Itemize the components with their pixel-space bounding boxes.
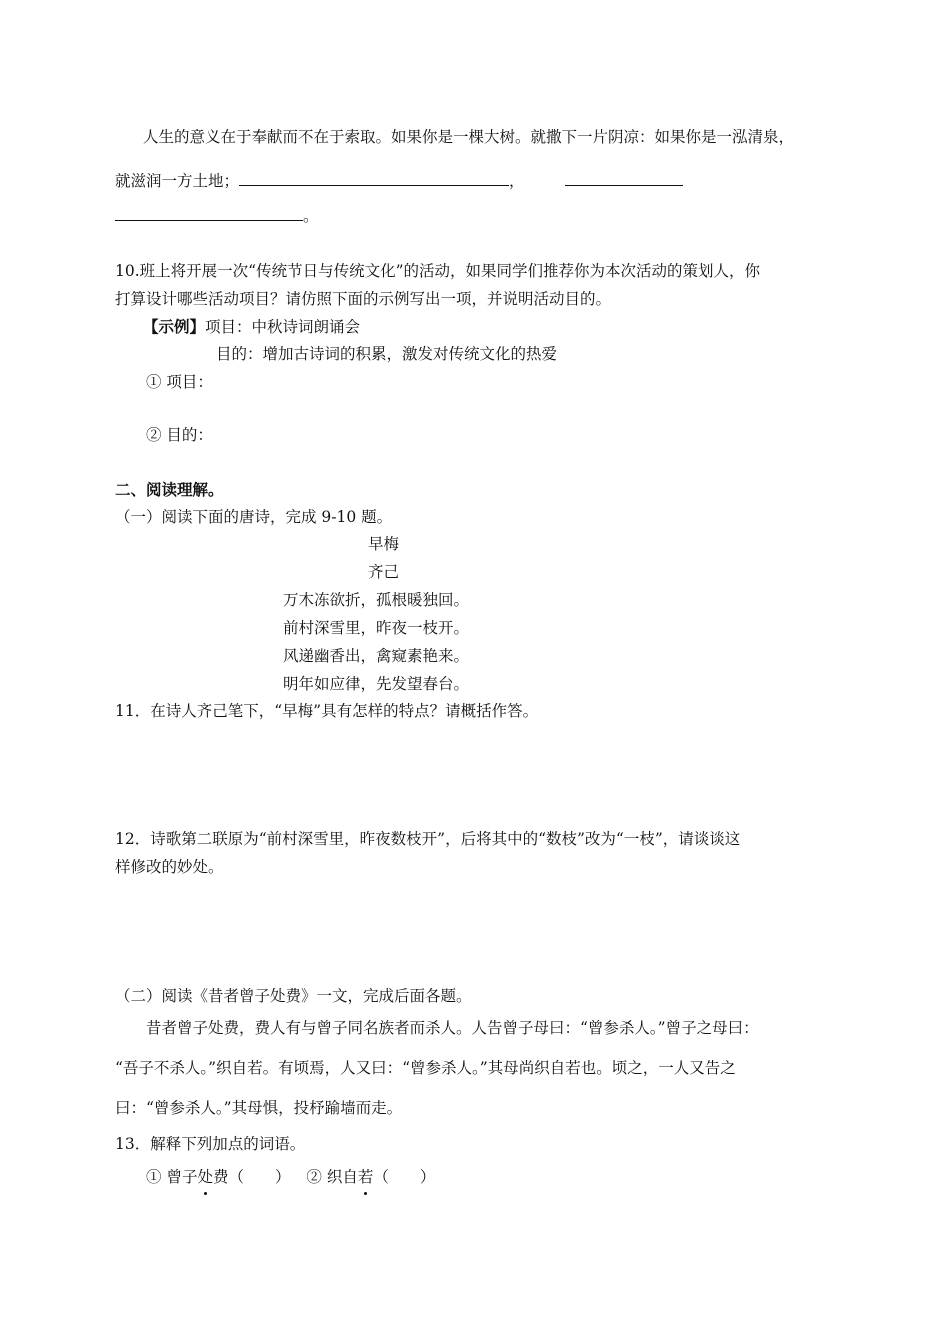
q10-item-project: ① 项目：	[146, 373, 213, 391]
item-b-number: ②	[306, 1168, 322, 1186]
item-a-post: 费（ ）	[212, 1168, 291, 1186]
q9-period: 。	[303, 207, 319, 225]
q9-line2-prefix: 就滋润一方土地；	[115, 172, 240, 190]
item-a-dotted-word: 处	[197, 1168, 213, 1186]
q10-example-project	[143, 316, 360, 338]
item-b-post: （ ）	[373, 1168, 436, 1186]
passage-line: 曰：“曾参杀人。”其母惧，投杼踰墙而走。	[115, 1099, 403, 1117]
answer-blank-1[interactable]	[239, 171, 509, 186]
q9-comma: ，	[509, 172, 525, 190]
example-project-text: 项目：中秋诗词朗诵会	[205, 318, 361, 336]
answer-blank-2[interactable]	[565, 171, 683, 186]
passage-line: “吾子不杀人。”织自若。有顷焉，人又曰：“曾参杀人。”其母尚织自若也。顷之，一人又告之	[115, 1059, 736, 1077]
section-heading: 二、阅读理解。	[115, 480, 224, 499]
question-12-line2: 样修改的妙处。	[115, 858, 224, 876]
question-13: 13．解释下列加点的词语。	[115, 1135, 306, 1153]
q10-item-purpose: ② 目的：	[146, 426, 213, 444]
poem-line: 前村深雪里，昨夜一枝开。	[283, 619, 470, 637]
item-b-pre: 织自	[326, 1168, 358, 1186]
question-13-items	[146, 1166, 435, 1188]
poem-line: 万木冻欲折，孤根暖独回。	[283, 591, 470, 609]
question-12-line1: 12．诗歌第二联原为“前村深雪里，昨夜数枝开”，后将其中的“数枝”改为“一枝”，请谈谈这	[115, 830, 741, 848]
poem-title: 早梅	[368, 535, 400, 553]
question-11: 11．在诗人齐己笔下，“早梅”具有怎样的特点？请概括作答。	[115, 702, 539, 720]
passage-line: 昔者曾子处费，费人有与曾子同名族者而杀人。人告曾子母曰：“曾参杀人。”曾子之母曰：	[146, 1019, 759, 1037]
q9-line2	[115, 170, 683, 192]
item-a-number: ①	[146, 1168, 162, 1186]
answer-blank-3[interactable]	[115, 206, 303, 221]
poem-line: 风递幽香出，禽窥素艳来。	[283, 647, 470, 665]
item-a-pre: 曾子	[166, 1168, 198, 1186]
q10-line2: 打算设计哪些活动项目？请仿照下面的示例写出一项，并说明活动目的。	[115, 290, 612, 308]
item-b-dotted-word: 若	[357, 1168, 374, 1186]
q9-line3	[115, 205, 319, 227]
part2-intro: （二）阅读《昔者曾子处费》一文，完成后面各题。	[115, 987, 472, 1005]
q10-line1: 10.班上将开展一次“传统节日与传统文化”的活动，如果同学们推荐你为本次活动的策划人，你	[115, 262, 761, 280]
poem-line: 明年如应律，先发望春台。	[283, 675, 470, 693]
q9-line1: 人生的意义在于奉献而不在于索取。如果你是一棵大树。就撒下一片阴凉：如果你是一泓清泉，	[143, 128, 795, 146]
poem-author: 齐己	[368, 563, 400, 581]
q10-example-purpose: 目的：增加古诗词的积累，激发对传统文化的热爱	[216, 345, 558, 363]
part1-intro: （一）阅读下面的唐诗，完成 9-10 题。	[115, 508, 393, 526]
example-tag: 【示例】	[143, 317, 206, 336]
